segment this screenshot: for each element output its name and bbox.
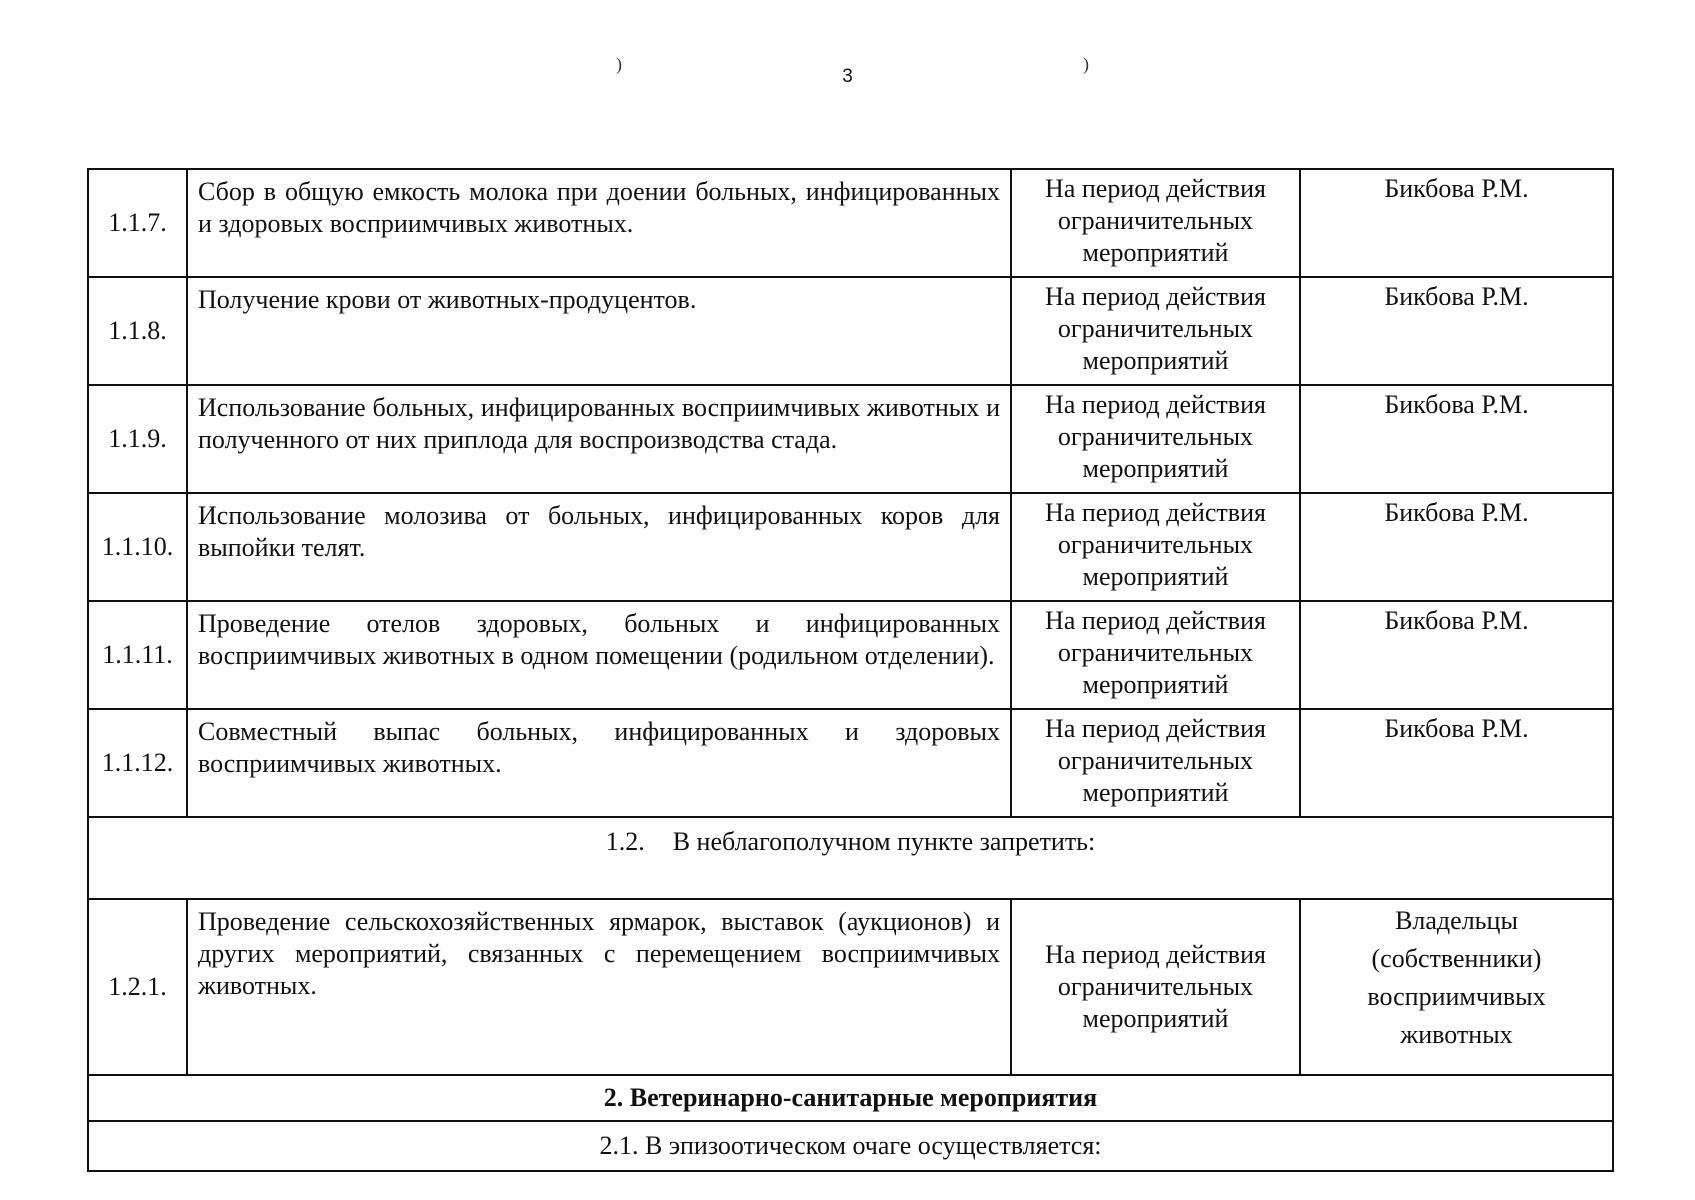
item-number: 1.2.1.: [88, 899, 187, 1075]
item-number: 1.1.7.: [88, 169, 187, 277]
item-description: Использование больных, инфицированных восприимчивых животных и полученного от них приплода для воспроизводства стада.: [187, 385, 1011, 493]
item-term: На период действия ограничительных мероприятий: [1011, 493, 1300, 601]
item-responsible: Бикбова Р.М.: [1300, 277, 1613, 385]
section-row: [88, 817, 1613, 899]
item-description: Совместный выпас больных, инфицированных и здоровых восприимчивых животных.: [187, 709, 1011, 817]
subsection-title: 2.1. В эпизоотическом очаге осуществляется:: [88, 1121, 1613, 1171]
item-term: На период действия ограничительных мероприятий: [1011, 385, 1300, 493]
item-term: На период действия ограничительных мероприятий: [1011, 169, 1300, 277]
table-row: [88, 899, 1613, 1075]
scan-mark: ): [1083, 54, 1089, 74]
table-row: [88, 709, 1613, 817]
item-number: 1.1.10.: [88, 493, 187, 601]
subsection-row: [88, 1121, 1613, 1171]
section-title: [88, 817, 1613, 899]
measures-table: [87, 168, 1614, 1172]
item-description: Проведение сельскохозяйственных ярмарок, выставок (аукционов) и других мероприятий, связанных с перемещением восприимчивых животных.: [187, 899, 1011, 1075]
table-row: [88, 277, 1613, 385]
table-row: [88, 385, 1613, 493]
scan-mark: ): [616, 54, 622, 74]
item-responsible: Владельцы (собственники) восприимчивых животных: [1300, 899, 1613, 1075]
item-responsible: Бикбова Р.М.: [1300, 493, 1613, 601]
section-text: В неблагополучном пункте запретить:: [672, 827, 1096, 856]
table-row: [88, 601, 1613, 709]
item-description: Получение крови от животных-продуцентов.: [187, 277, 1011, 385]
item-term: На период действия ограничительных мероприятий: [1011, 709, 1300, 817]
item-number: 1.1.12.: [88, 709, 187, 817]
item-description: Использование молозива от больных, инфицированных коров для выпойки телят.: [187, 493, 1011, 601]
item-term: На период действия ограничительных мероприятий: [1011, 601, 1300, 709]
item-description: Проведение отелов здоровых, больных и инфицированных восприимчивых животных в одном помещении (родильном отделении).: [187, 601, 1011, 709]
section-number: 1.2.: [605, 827, 645, 856]
item-number: 1.1.8.: [88, 277, 187, 385]
item-responsible: Бикбова Р.М.: [1300, 385, 1613, 493]
item-term: На период действия ограничительных мероприятий: [1011, 277, 1300, 385]
table-row: [88, 169, 1613, 277]
page-number: 3: [842, 66, 853, 87]
item-number: 1.1.11.: [88, 601, 187, 709]
item-description: Сбор в общую емкость молока при доении больных, инфицированных и здоровых восприимчивых животных.: [187, 169, 1011, 277]
chapter-heading: 2. Ветеринарно-санитарные мероприятия: [88, 1075, 1613, 1121]
item-responsible: Бикбова Р.М.: [1300, 709, 1613, 817]
item-number: 1.1.9.: [88, 385, 187, 493]
table-row: [88, 493, 1613, 601]
item-responsible: Бикбова Р.М.: [1300, 601, 1613, 709]
item-responsible: Бикбова Р.М.: [1300, 169, 1613, 277]
chapter-heading-row: [88, 1075, 1613, 1121]
item-term: На период действия ограничительных мероприятий: [1011, 899, 1300, 1075]
